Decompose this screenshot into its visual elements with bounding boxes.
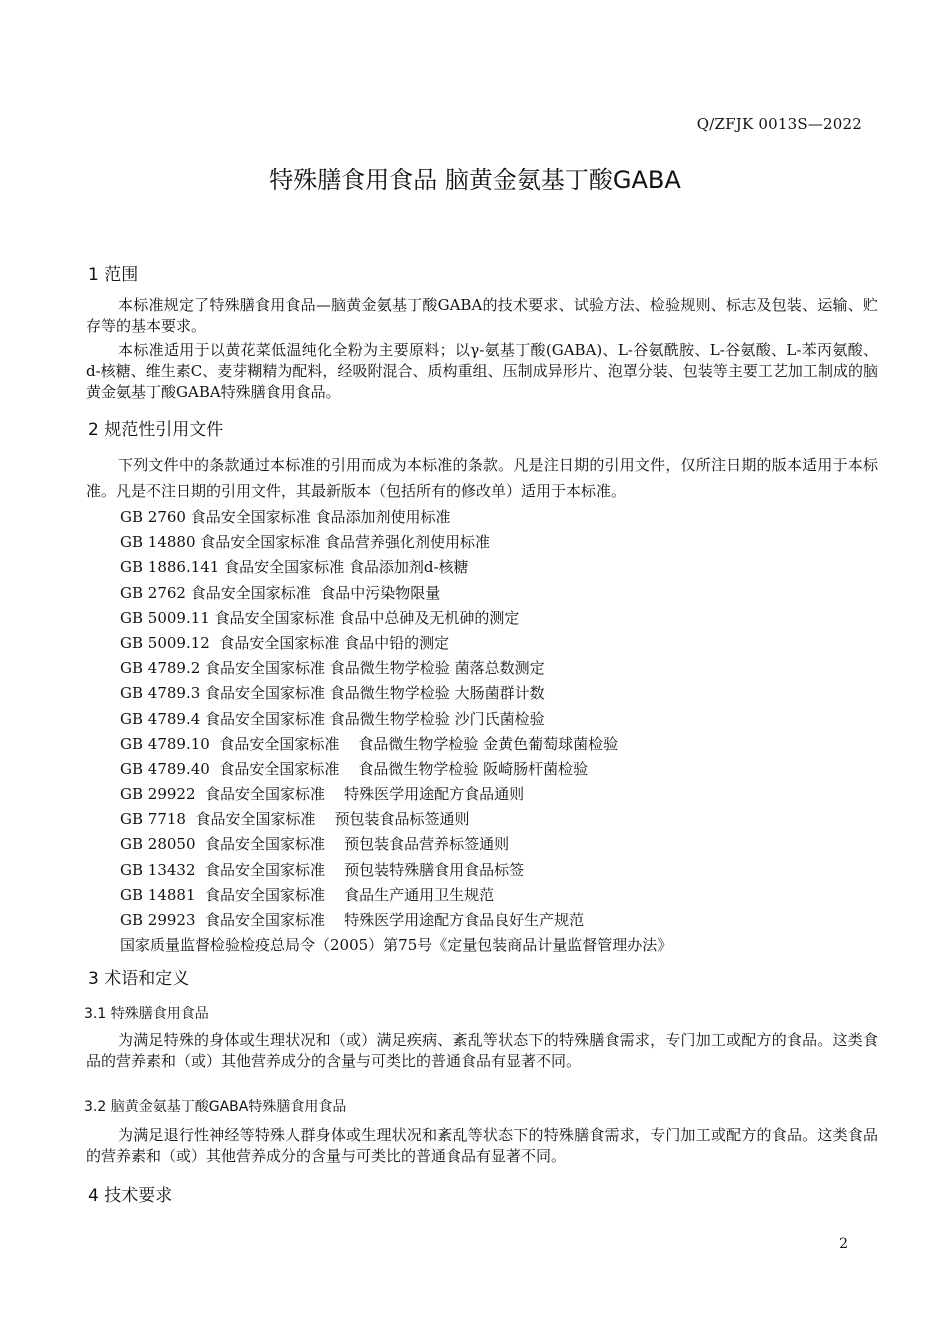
reference-item: GB 2762 食品安全国家标准 食品中污染物限量	[120, 583, 441, 602]
reference-item: GB 2760 食品安全国家标准 食品添加剂使用标准	[120, 508, 451, 526]
reference-list	[120, 505, 672, 958]
reference-item: GB 4789.4 食品安全国家标准 食品微生物学检验 沙门氏菌检验	[120, 709, 545, 728]
reference-item: GB 7718 食品安全国家标准 预包装食品标签通则	[120, 810, 470, 829]
reference-item: GB 29922 食品安全国家标准 特殊医学用途配方食品通则	[120, 785, 525, 804]
reference-item: GB 4789.2 食品安全国家标准 食品微生物学检验 菌落总数测定	[120, 659, 545, 678]
section-3-2-text: 为满足退行性神经等特殊人群身体或生理状况和紊乱等状态下的特殊膳食需求，专门加工或配方的食品。这类食品的营养素和（或）其他营养成分的含量与可类比的普通食品有显著不同。	[86, 1126, 878, 1165]
reference-item: GB 13432 食品安全国家标准 预包装特殊膳食用食品标签	[120, 860, 525, 879]
section-2-intro: 下列文件中的条款通过本标准的引用而成为本标准的条款。凡是注日期的引用文件，仅所注日期的版本适用于本标准。凡是不注日期的引用文件，其最新版本（包括所有的修改单）适用于本标准。	[86, 456, 878, 500]
section-1-heading: 1 范围	[88, 265, 139, 285]
section-3-heading: 3 术语和定义	[88, 969, 190, 989]
page-number: 2	[839, 1236, 848, 1252]
standard-number: Q/ZFJK 0013S—2022	[696, 115, 862, 133]
reference-item: GB 14881 食品安全国家标准 食品生产通用卫生规范	[120, 885, 495, 904]
section-2-heading: 2 规范性引用文件	[88, 420, 224, 440]
reference-item: GB 5009.11 食品安全国家标准 食品中总砷及无机砷的测定	[120, 608, 520, 627]
reference-item: GB 4789.3 食品安全国家标准 食品微生物学检验 大肠菌群计数	[120, 684, 545, 703]
section-4-heading: 4 技术要求	[88, 1186, 173, 1206]
reference-item: GB 4789.10 食品安全国家标准 食品微生物学检验 金黄色葡萄球菌检验	[120, 734, 619, 753]
reference-item: GB 14880 食品安全国家标准 食品营养强化剂使用标准	[120, 533, 491, 552]
reference-item: GB 1886.141 食品安全国家标准 食品添加剂d-核糖	[120, 558, 469, 577]
section-3-1-heading: 3.1 特殊膳食用食品	[84, 1006, 209, 1022]
section-3-1-text: 为满足特殊的身体或生理状况和（或）满足疾病、紊乱等状态下的特殊膳食需求，专门加工或配方的食品。这类食品的营养素和（或）其他营养成分的含量与可类比的普通食品有显著不同。	[86, 1031, 878, 1070]
section-1-paragraph-2: 本标准适用于以黄花菜低温纯化全粉为主要原料；以γ-氨基丁酸(GABA)、L-谷氨酰胺、L-谷氨酸、L-苯丙氨酸、d-核糖、维生素C、麦芽糊精为配料，经吸附混合、质构重组、压制成异形片、泡罩分装、包装等主要工艺加工制成的脑黄金氨基丁酸GABA特殊膳食用食品。	[86, 341, 878, 401]
document-title: 特殊膳食用食品 脑黄金氨基丁酸GABA	[269, 166, 681, 194]
reference-item: GB 29923 食品安全国家标准 特殊医学用途配方食品良好生产规范	[120, 911, 585, 929]
reference-item: GB 4789.40 食品安全国家标准 食品微生物学检验 阪崎肠杆菌检验	[120, 759, 589, 778]
reference-item: GB 28050 食品安全国家标准 预包装食品营养标签通则	[120, 835, 510, 854]
section-3-2-heading: 3.2 脑黄金氨基丁酸GABA特殊膳食用食品	[84, 1099, 347, 1115]
section-1-paragraph-1: 本标准规定了特殊膳食用食品—脑黄金氨基丁酸GABA的技术要求、试验方法、检验规则、标志及包装、运输、贮存等的基本要求。	[86, 296, 878, 335]
reference-item: 国家质量监督检验检疫总局令（2005）第75号《定量包装商品计量监督管理办法》	[120, 936, 673, 955]
reference-item: GB 5009.12 食品安全国家标准 食品中铅的测定	[120, 633, 450, 652]
